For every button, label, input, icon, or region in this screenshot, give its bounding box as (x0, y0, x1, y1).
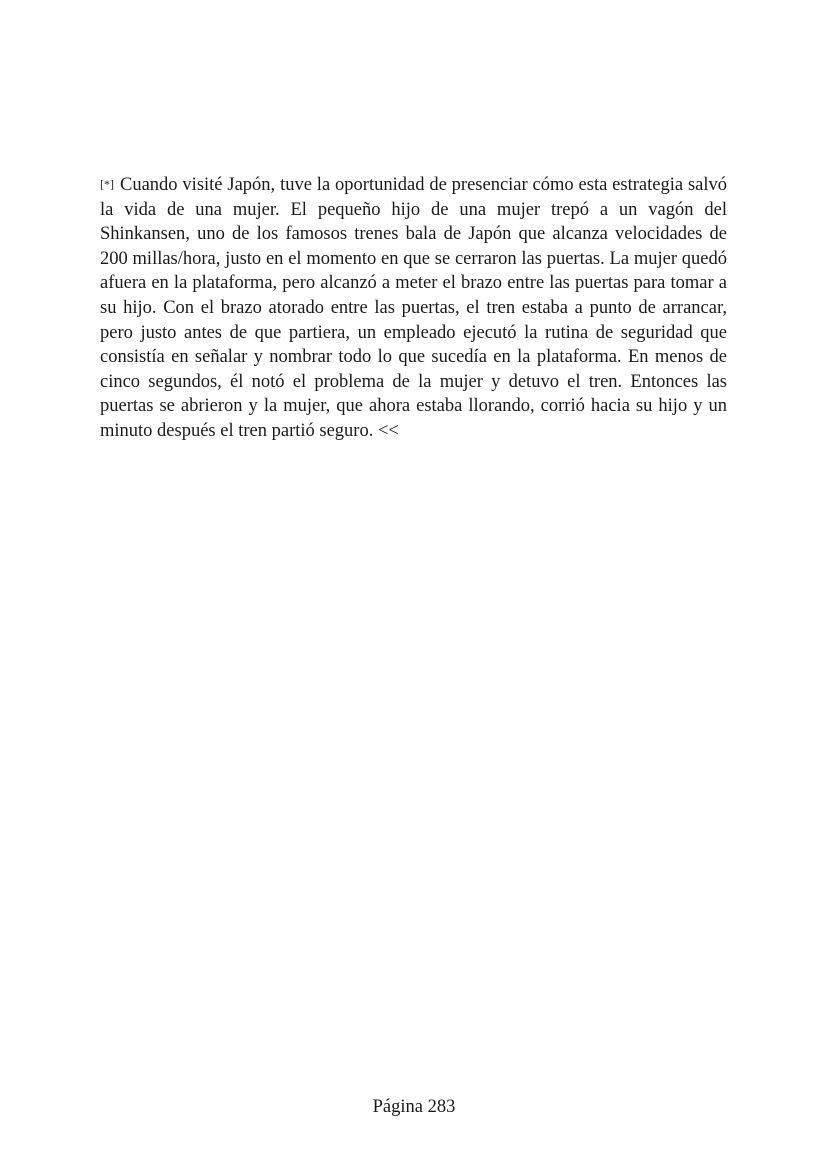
footnote-marker[interactable]: [*] (100, 177, 114, 191)
footnote-back-link[interactable]: << (377, 420, 399, 441)
footnote-text: Cuando visité Japón, tuve la oportunidad de presenciar cómo esta estrategia salvó la vida de una mujer. El pequeño hijo de una mujer trepó a un vagón del Shinkansen, uno de los famosos trenes bala de Japón que alcanza velocidades de 200 millas/hora, justo en el momento en que se cerraron las puertas. La mujer quedó afuera en la plataforma, pero alcanzó a meter el brazo entre las puertas para tomar a su hijo. Con el brazo atorado entre las puertas, el tren estaba a punto de arrancar, pero justo antes de que partiera, un empleado ejecutó la rutina de seguridad que consistía en señalar y nombrar todo lo que sucedía en la plataforma. En menos de cinco segundos, él notó el problema de la mujer y detuvo el tren. Entonces las puertas se abrieron y la mujer, que ahora estaba llorando, corrió hacia su hijo y un minuto después el tren partió seguro. (100, 175, 727, 441)
page-number: Página 283 (372, 1097, 456, 1117)
footnote-paragraph (100, 173, 727, 444)
